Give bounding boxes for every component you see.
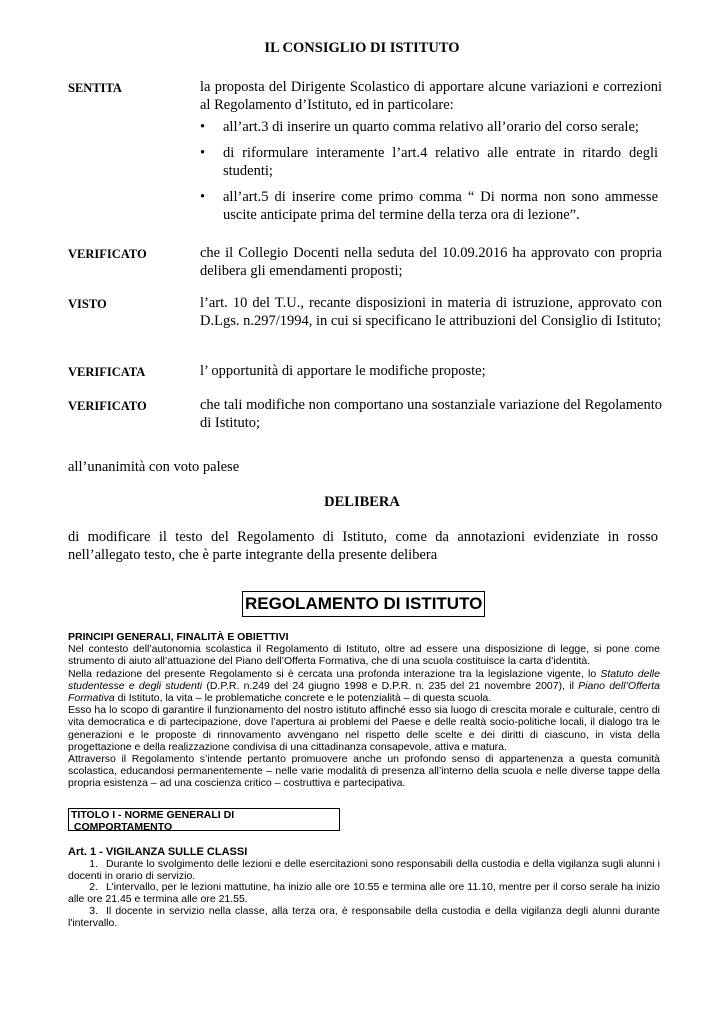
bullet-icon: •	[200, 145, 206, 161]
article-1-section	[68, 847, 660, 930]
vote-statement: all’unanimità con voto palese	[68, 459, 240, 475]
principles-paragraph: Nella redazione del presente Regolamento si è cercata una profonda interazione tra la legislazione vigente, lo Statuto delle studentesse e degli studenti (D.P.R. n.249 del 24 giugno 1998 e D.P.R. n. 235 del 21 novembre 2007), il Piano dell’Offerta Formativa di Istituto, la vita – le problematiche concrete e le potenzialità – di questa scuola.	[68, 667, 660, 705]
article-item: 2. L’intervallo, per le lezioni mattutine, ha inizio alle ore 10.55 e termina alle ore 11.10, mentre per il corso serale ha inizio alle ore 21.45 e termina alle ore 21.55.	[68, 881, 660, 906]
clause-label: VERIFICATO	[68, 399, 147, 413]
clause-verificato-2	[68, 396, 662, 432]
clause-text: l’ opportunità di apportare le modifiche proposte;	[200, 363, 486, 379]
clause-verificata	[68, 362, 662, 380]
clause-visto	[68, 294, 662, 330]
clause-sentita	[68, 78, 662, 114]
article-item: 3. Il docente in servizio nella classe, alla terza ora, è responsabile della custodia e della vigilanza degli alunni durante l'intervallo.	[68, 904, 660, 929]
bullet-icon: •	[200, 189, 206, 205]
principles-paragraph: Attraverso il Regolamento s’intende pertanto promuovere anche un profondo senso di appartenenza a questa comunità scolastica, educandosi permanentemente – nelle varie modalità di presenza all’interno della scuola e nelle diverse tappe della propria esistenza – ad una coscienza critico – costruttiva e partecipativa.	[68, 753, 660, 790]
proposal-list	[200, 118, 658, 232]
titolo-line: COMPORTAMENTO	[71, 820, 173, 833]
clause-label: SENTITA	[68, 81, 122, 95]
principles-paragraph: Nel contesto dell’autonomia scolastica il Regolamento di Istituto, oltre ad essere una disposizione di legge, si pone come strumento di aiuto all’attuazione del Piano dell’Offerta Formativa, che di una scuola costituisce la carta d’identità.	[68, 643, 660, 668]
list-item: • di riformulare interamente l’art.4 relativo alle entrate in ritardo degli studenti;	[200, 145, 658, 179]
clause-label: VERIFICATA	[68, 365, 146, 379]
clause-label: VERIFICATO	[68, 247, 147, 261]
clause-text: l’art. 10 del T.U., recante disposizioni in materia di istruzione, approvato con D.Lgs. n.297/1994, in cui si specificano le attribuzioni del Consiglio di Istituto;	[200, 295, 662, 329]
principles-heading: PRINCIPI GENERALI, FINALITÀ E OBIETTIVI	[68, 631, 289, 643]
clause-text: che tali modifiche non comportano una sostanziale variazione del Regolamento di Istituto;	[200, 397, 662, 431]
clause-text: che il Collegio Docenti nella seduta del 10.09.2016 ha approvato con propria delibera gli emendamenti proposti;	[200, 245, 662, 279]
article-item: 1. Durante lo svolgimento delle lezioni e delle esercitazioni sono responsabili della custodia e della vigilanza sugli alunni i docenti in orario di servizio.	[68, 857, 660, 882]
principles-section	[68, 631, 660, 790]
clause-label: VISTO	[68, 297, 107, 311]
statute-reference: Statuto delle studentesse e degli studenti	[68, 667, 660, 692]
delibera-heading: DELIBERA	[324, 494, 400, 510]
delibera-text: di modificare il testo del Regolamento di Istituto, come da annotazioni evidenziate in rosso nell’allegato testo, che è parte integrante della presente delibera	[68, 529, 658, 563]
bullet-icon: •	[200, 119, 206, 135]
titolo-line: TITOLO I - NORME GENERALI DI	[71, 809, 235, 821]
council-heading: IL CONSIGLIO DI ISTITUTO	[264, 40, 460, 56]
list-item: • all’art.3 di inserire un quarto comma relativo all’orario del corso serale;	[200, 119, 639, 135]
clause-text: la proposta del Dirigente Scolastico di apportare alcune variazioni e correzioni al Regolamento d’Istituto, ed in particolare:	[200, 79, 662, 113]
principles-paragraph: Esso ha lo scopo di garantire il funzionamento del nostro istituto affinché esso sia luogo di crescita morale e culturale, centro di vita democratica e di partecipazione, dove l’apertura ai problemi del Paese e delle realtà socio-politiche locali, il dialogo tra le generazioni e le proposte di rinnovamento avvengano nel rispetto delle scelte e dei diritti di ciascuno, in vista della progettazione e della realizzazione condivisa di una cittadinanza consapevole, attiva e matura.	[68, 704, 660, 753]
regolamento-title: REGOLAMENTO DI ISTITUTO	[242, 591, 485, 617]
pof-reference: Piano dell’Offerta Formativa	[68, 679, 660, 705]
article-heading: Art. 1 - VIGILANZA SULLE CLASSI	[68, 846, 248, 858]
list-item: • all’art.5 di inserire come primo comma “ Di norma non sono ammesse uscite anticipate prima del termine della terza ora di lezione”.	[200, 189, 658, 223]
titolo-box	[68, 808, 340, 831]
clause-verificato-1	[68, 244, 662, 280]
